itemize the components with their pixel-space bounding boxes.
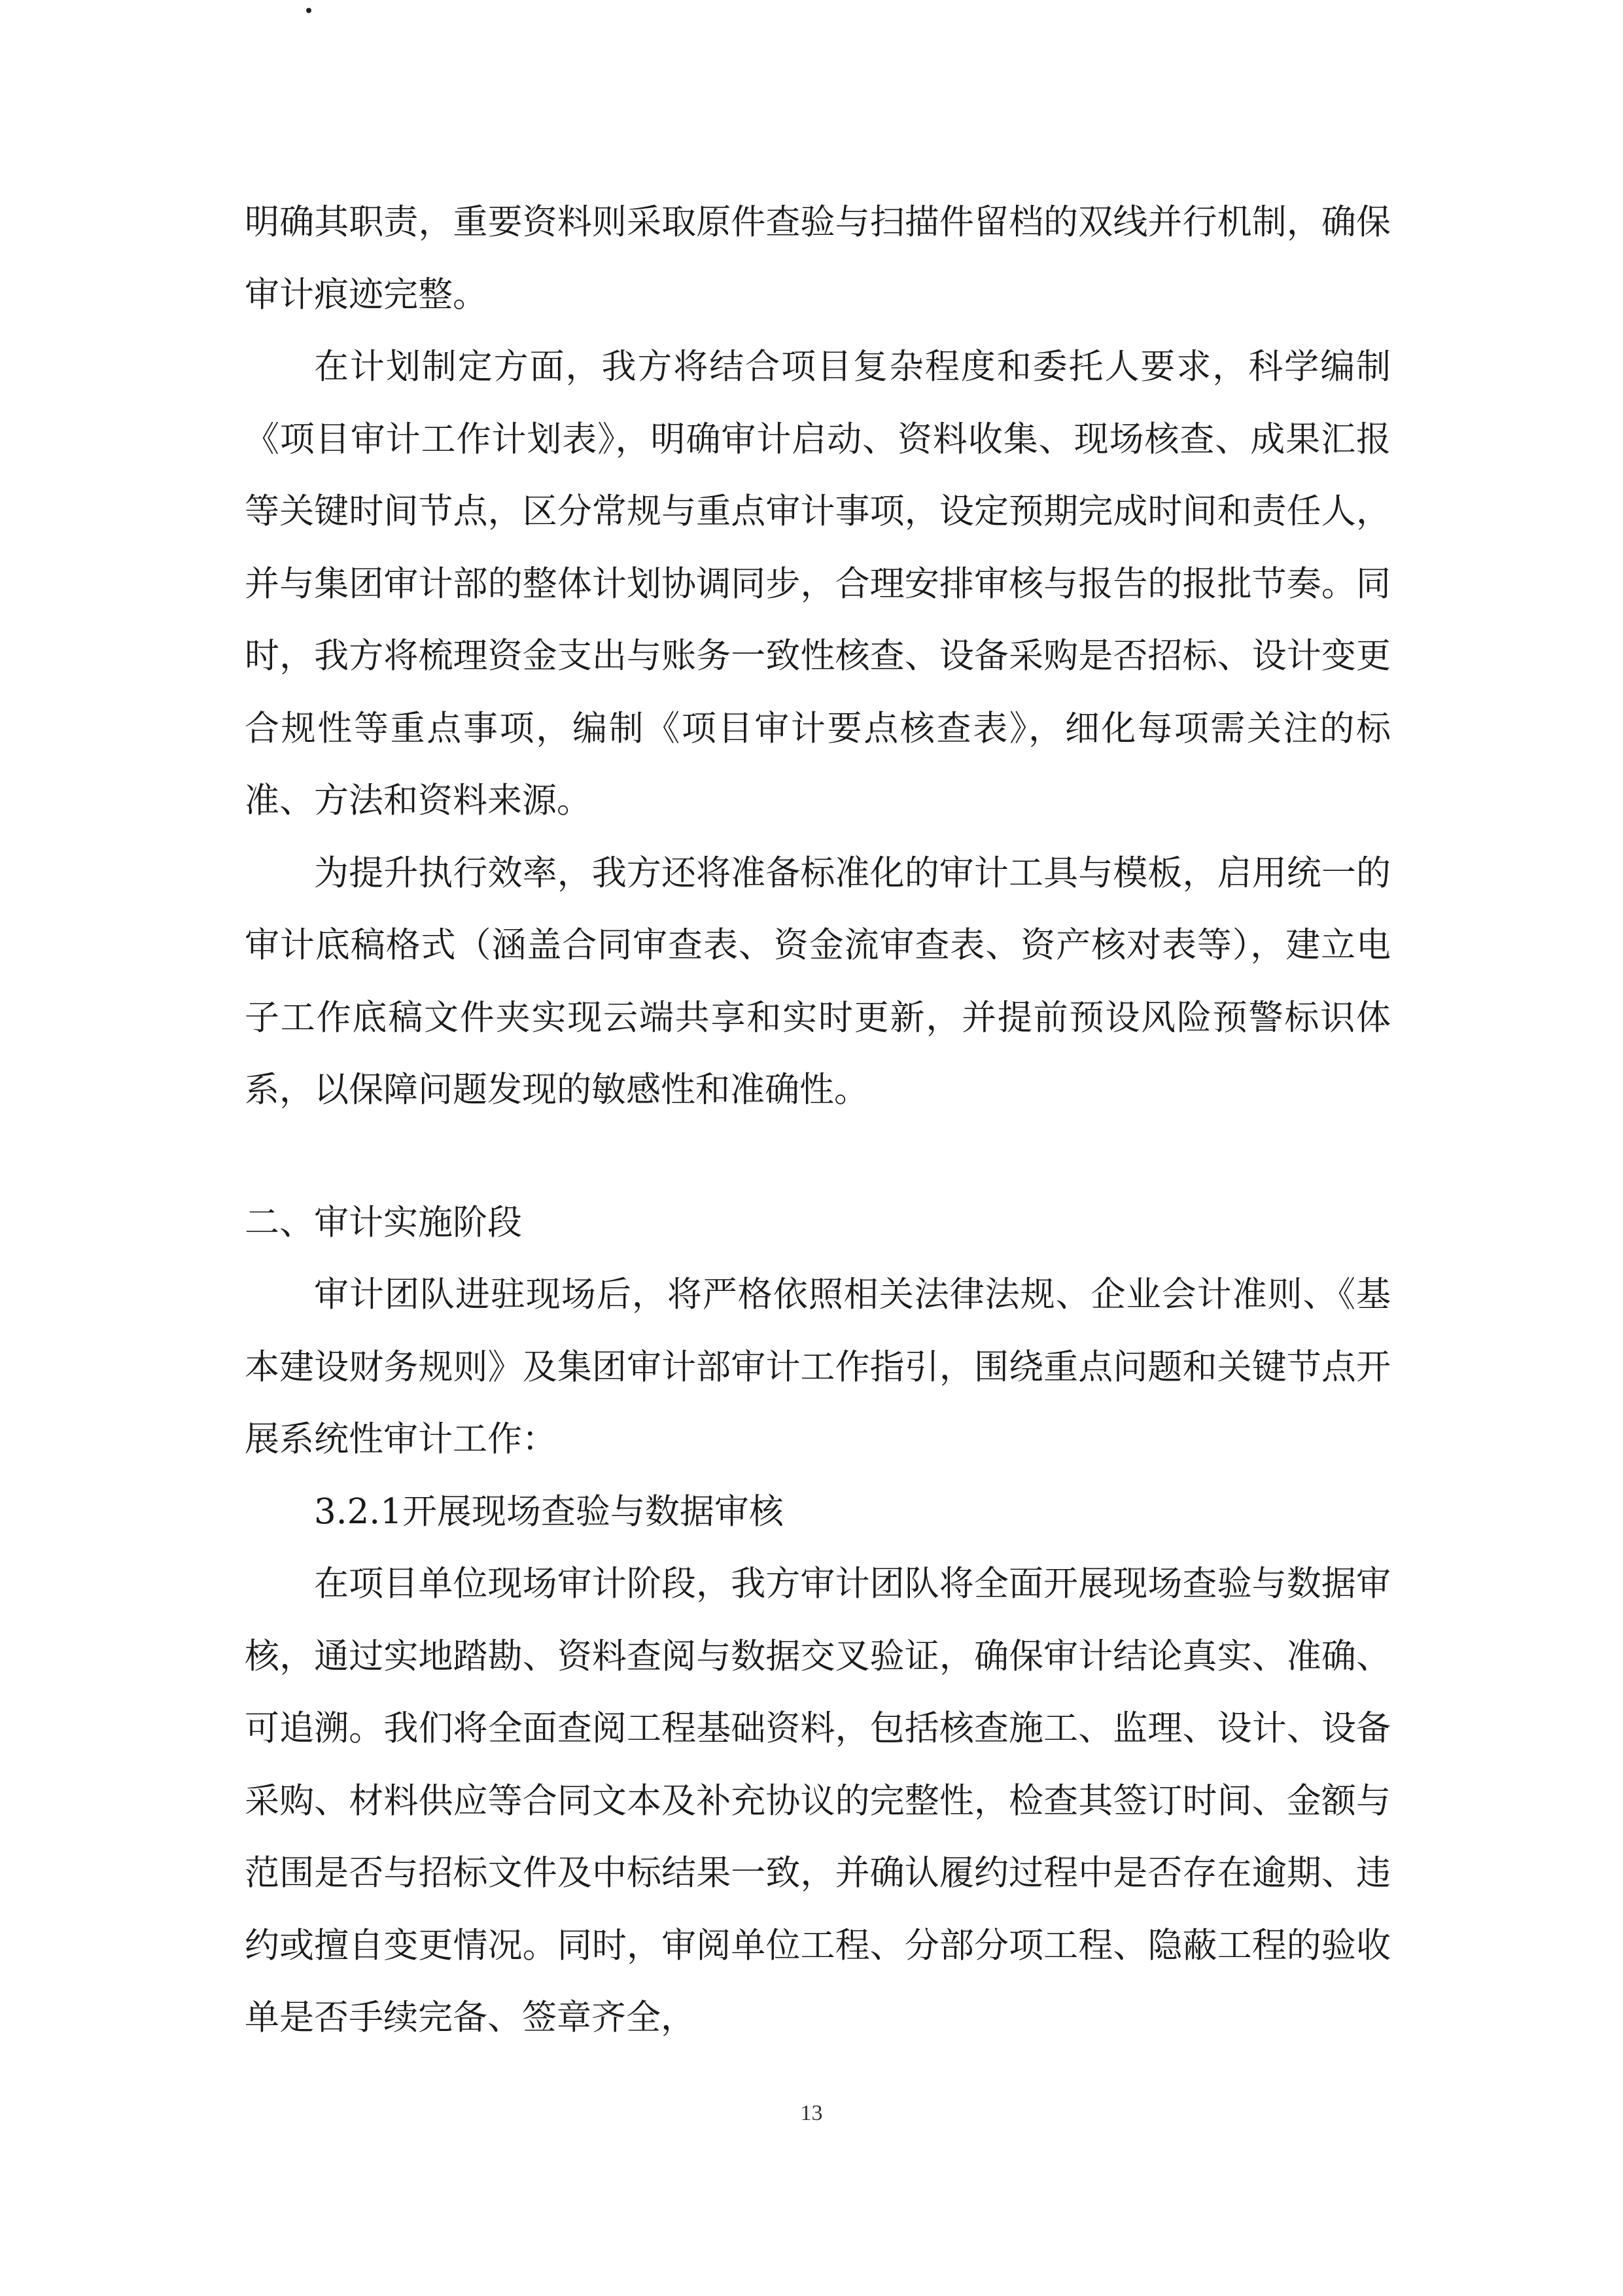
section-gap (245, 1127, 1391, 1187)
document-body (245, 186, 1391, 2055)
scan-mark (306, 8, 311, 13)
page-number: 13 (800, 2101, 823, 2125)
section-heading: 二、审计实施阶段 (245, 1202, 522, 1243)
paragraph-section-intro: 审计团队进驻现场后，将严格依照相关法律法规、企业会计准则、《基本建设财务规则》及集团审计部审计工作指引，围绕重点问题和关键节点开展系统性审计工作： (245, 1275, 1391, 1459)
paragraph-continuation: 明确其职责，重要资料则采取原件查验与扫描件留档的双线并行机制，确保审计痕迹完整。 (245, 202, 1391, 315)
paragraph-efficiency: 为提升执行效率，我方还将准备标准化的审计工具与模板，启用统一的审计底稿格式（涵盖合同审查表、资金流审查表、资产核对表等），建立电子工作底稿文件夹实现云端共享和实时更新，并提前预设风险预警标识体系，以保障问题发现的敏感性和准确性。 (245, 853, 1391, 1110)
paragraph-site-inspection: 在项目单位现场审计阶段，我方审计团队将全面开展现场查验与数据审核，通过实地踏勘、资料查阅与数据交叉验证，确保审计结论真实、准确、可追溯。我们将全面查阅工程基础资料，包括核查施工、监理、设计、设备采购、材料供应等合同文本及补充协议的完整性，检查其签订时间、金额与范围是否与招标文件及中标结果一致，并确认履约过程中是否存在逾期、违约或擅自变更情况。同时，审阅单位工程、分部分项工程、隐蔽工程的验收单是否手续完备、签章齐全， (245, 1564, 1391, 2038)
sub-heading: 3.2.1开展现场查验与数据审核 (314, 1491, 784, 1532)
paragraph-plan: 在计划制定方面，我方将结合项目复杂程度和委托人要求，科学编制《项目审计工作计划表》，明确审计启动、资料收集、现场核查、成果汇报等关键时间节点，区分常规与重点审计事项，设定预期完成时间和责任人，并与集团审计部的整体计划协调同步，合理安排审核与报告的报批节奏。同时，我方将梳理资金支出与账务一致性核查、设备采购是否招标、设计变更合规性等重点事项，编制《项目审计要点核查表》，细化每项需关注的标准、方法和资料来源。 (245, 347, 1391, 821)
